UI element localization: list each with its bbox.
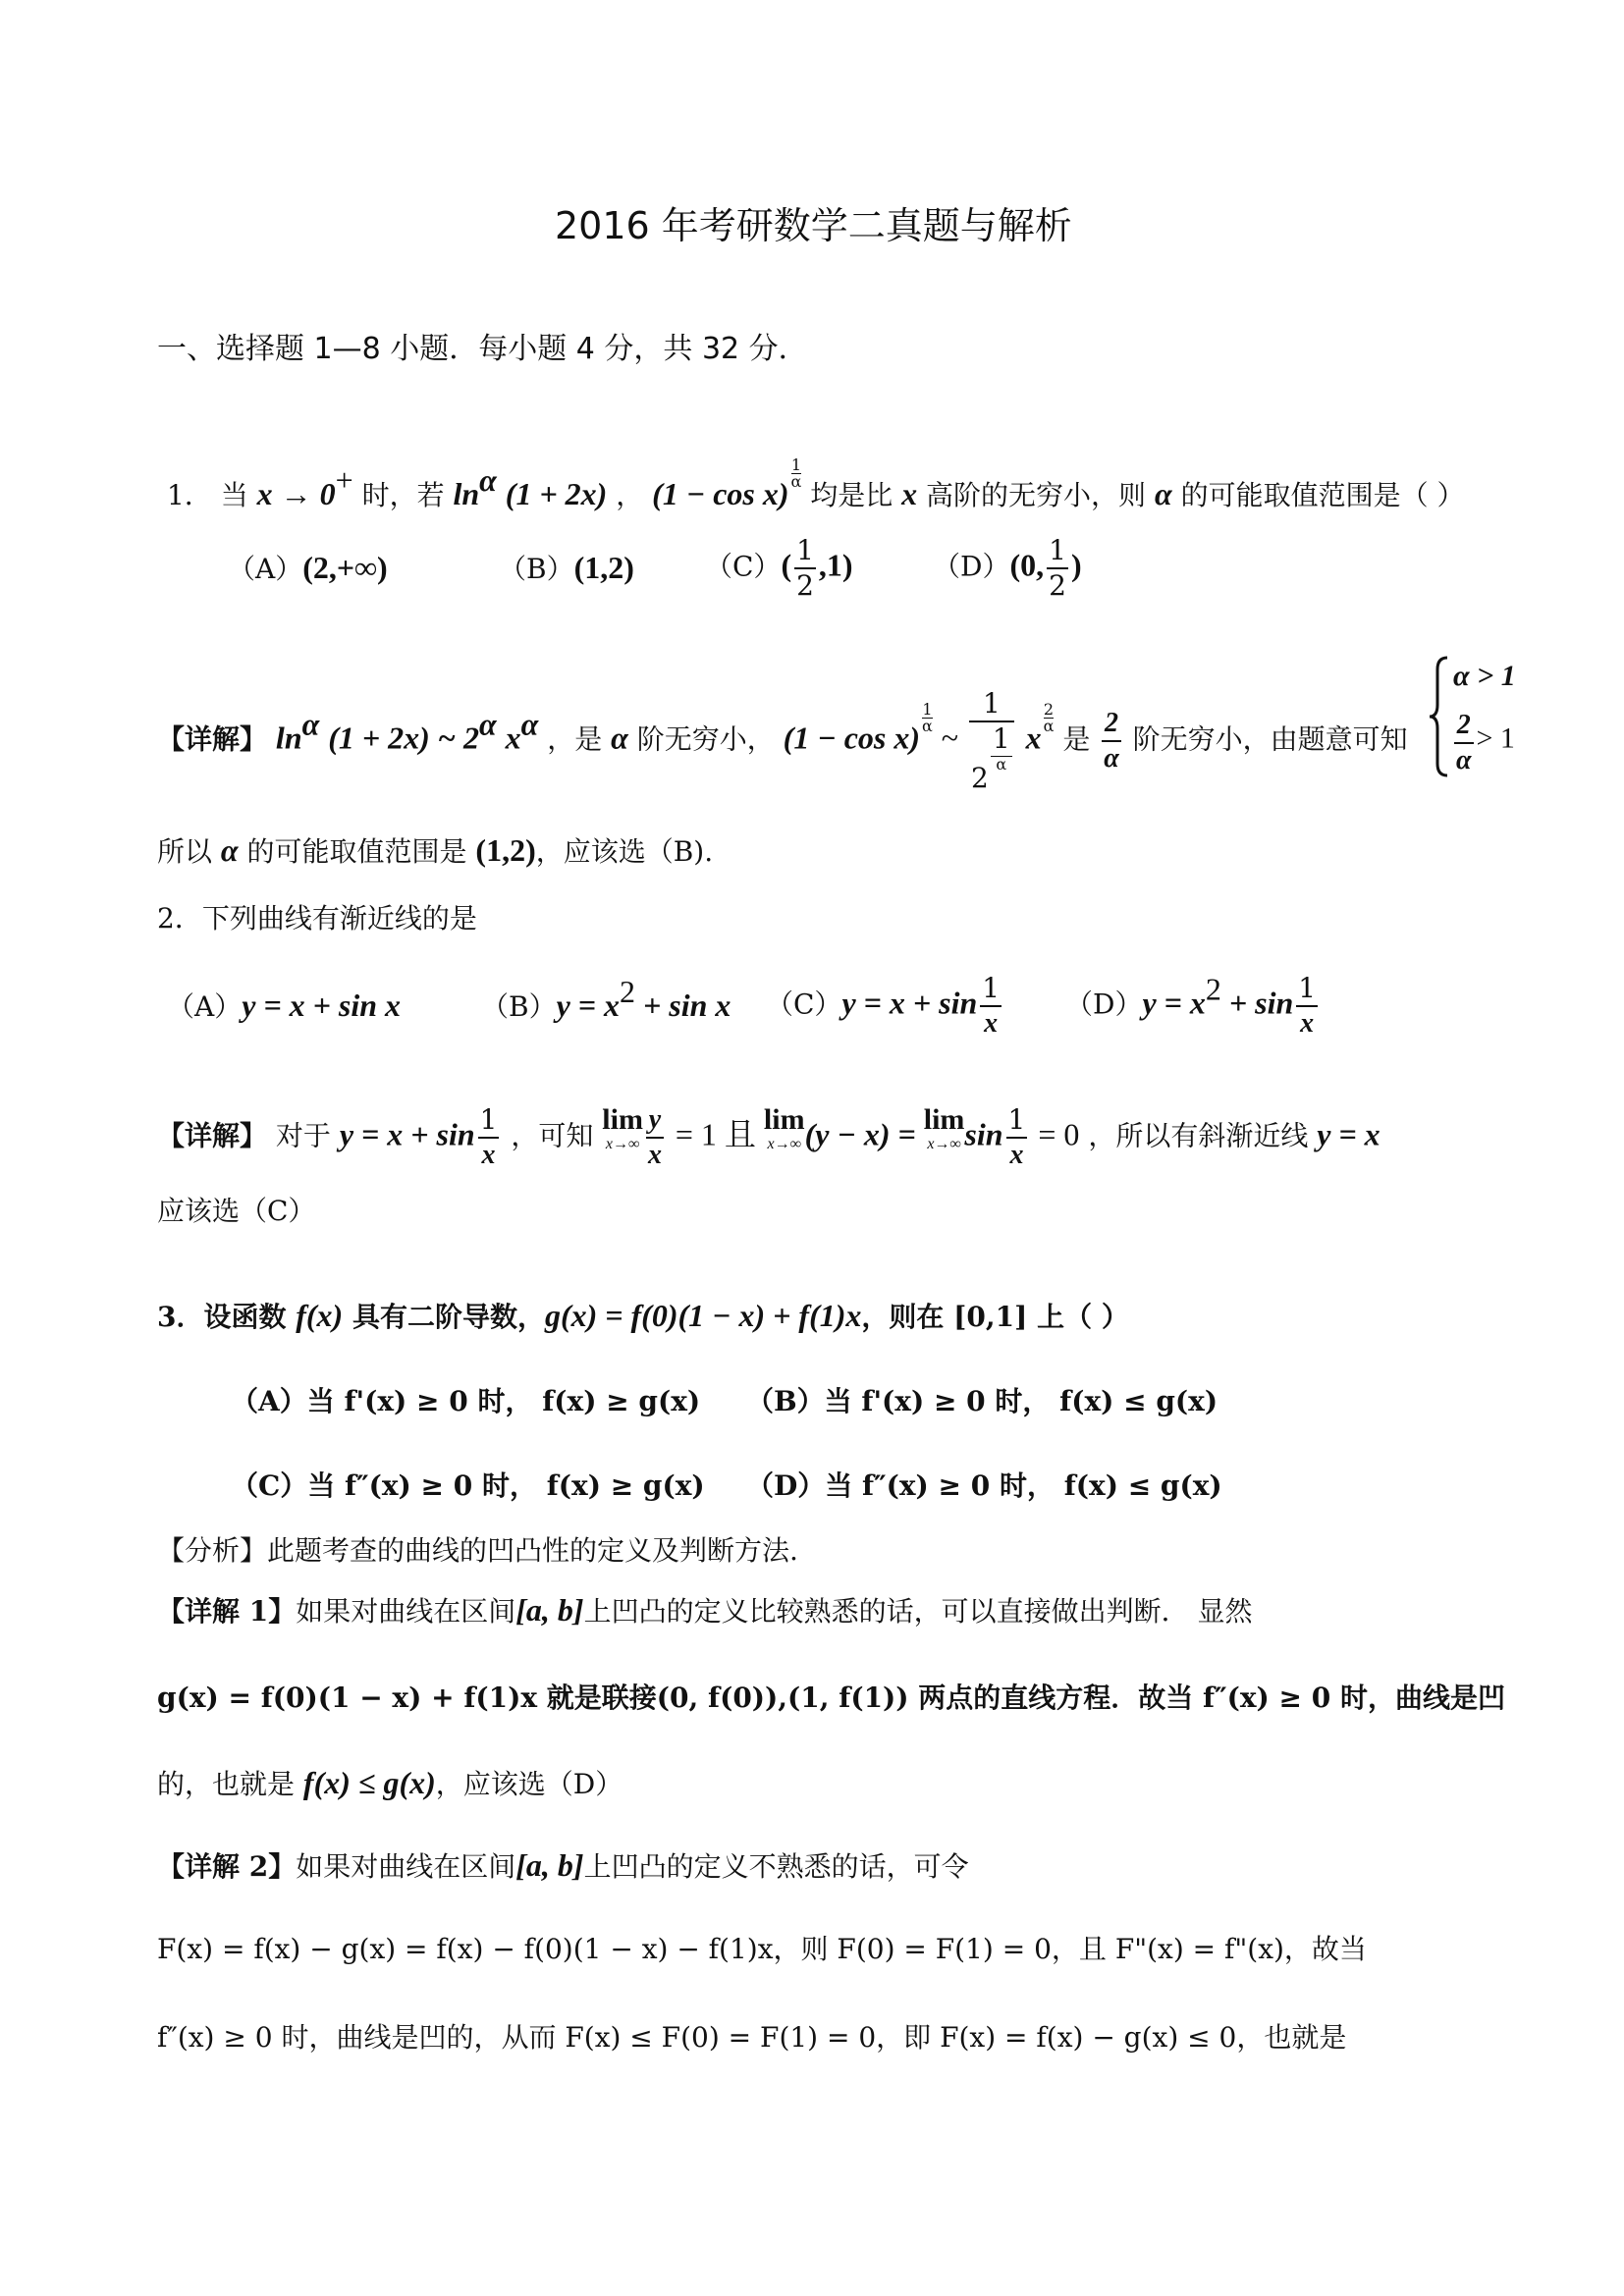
q2-option-c [766,972,1004,1041]
cases-brace [1428,656,1449,777]
question-2: 2．下列曲线有渐近线的是 [157,902,477,934]
q1-e-g-den: α [1104,743,1119,774]
q1-e-fraction-1 [969,687,1014,795]
case-2 [1451,709,1515,777]
q1-e-exp-den: α [922,716,933,735]
q1-explain-tag: 【详解】 [157,722,268,756]
q3-d2-text2: 上凹凸的定义不熟悉的话，可令 [583,1850,969,1883]
q1-e-cos-exponent [922,699,933,735]
q1-option-c-fraction [794,534,816,603]
q3-g: g(x) = f(0)(1 − x) + f(1)x [544,1298,862,1333]
q1-e-sim: ~ [941,720,967,756]
q2-option-c-den: x [984,1008,999,1039]
q3-d1-tag: 【详解 1】 [157,1595,297,1628]
q1-option-b-value: (1,2) [573,550,634,585]
q1-e-ln: ln [275,720,302,756]
q2-e-fraction-2 [1006,1103,1028,1172]
q1-e-x-sup: α [520,706,539,742]
q1-comma: ， [616,479,644,511]
q1-text: 时，若 [361,479,454,511]
q3-d2-interval: [a, b] [515,1847,584,1883]
q2-option-b [481,974,731,1027]
q2-e-lim-1-sub: x→∞ [605,1136,640,1152]
q2-option-b-label: （B） [481,990,557,1023]
q2-e-f1-den: x [481,1140,496,1170]
q2-option-d-p1: y = x [1142,985,1206,1021]
q1-e-x2: x [1025,720,1042,756]
q1-cos-exponent [791,457,802,490]
q1-e-f-num: 1 [969,687,1014,722]
q1-c-text3: ，应该选（B). [535,835,714,868]
q1-exp-num: 1 [790,455,802,474]
q1-option-a [228,548,388,589]
q2-e-lim-3 [924,1103,965,1152]
q1-e-ln-sup: α [301,706,320,742]
q3-detail-2 [157,1845,969,1887]
q1-e-fraction-2 [1102,707,1121,775]
q2-e-text3: = 1 且 [675,1116,764,1152]
q2-e-f1-num: 1 [478,1103,500,1139]
q1-e-text1: ，是 [547,722,612,756]
q1-cos-expr: (1 − cos x) [652,476,789,511]
q2-explain-tag: 【详解】 [157,1119,268,1152]
q1-alpha: α [1154,476,1172,511]
q1-option-c-num: 1 [794,534,816,569]
q1-ln: ln [453,476,480,511]
q1-c-text1: 所以 [157,835,221,868]
q1-x: x [901,476,918,511]
q3-d1-interval: [a, b] [515,1592,584,1628]
q2-e-lim-1 [602,1103,643,1152]
q3-detail-2-line2: F(x) = f(x) − g(x) = f(x) − f(0)(1 − x) − f(1)x，则 F(0) = F(1) = 0，且 F"(x) = f"(x)，故当 [157,1933,1367,1965]
q1-c-text2: 的可能取值范围是 [238,835,476,868]
q3-d1-text1: 如果对曲线在区间 [296,1595,516,1628]
page-title: 2016 年考研数学二真题与解析 [555,204,1072,247]
q1-option-b-label: （B） [499,553,574,585]
q2-e-curve: y = x + sin [339,1116,475,1152]
q2-option-d-num: 1 [1296,972,1318,1007]
q1-e-exp-num: 1 [922,699,933,719]
q3-detail-2-line3: f″(x) ≥ 0 时，曲线是凹的，从而 F(x) ≤ F(0) = F(1) = 0，即 F(x) = f(x) − g(x) ≤ 0，也就是 [157,2021,1347,2054]
q1-option-d-p1: (0, [1009,547,1045,583]
q3-d1-l3-text2: ，应该选（D） [435,1768,623,1800]
q2-e-fraction-1 [478,1103,500,1172]
q1-option-d [933,534,1082,603]
q1-e-text3: 是 [1062,722,1100,756]
q3-d2-text1: 如果对曲线在区间 [296,1850,516,1883]
q2-option-c-value: y = x + sin [841,985,978,1021]
q2-e-asymptote: y = x [1317,1116,1380,1152]
q3-d1-text2: 上凹凸的定义比较熟悉的话，可以直接做出判断． 显然 [583,1595,1253,1628]
q3-detail-1 [157,1590,1252,1631]
q3-d2-tag: 【详解 2】 [157,1850,297,1883]
q2-option-a [167,986,401,1027]
q2-option-d-sup: 2 [1205,971,1221,1007]
q1-option-a-label: （A） [228,553,303,585]
q2-e-lim-3-word: lim [923,1103,965,1136]
q1-conclusion [157,830,713,872]
q1-option-d-p2: ) [1070,547,1082,583]
q3-d1-l3-ineq: f(x) ≤ g(x) [302,1765,436,1800]
q1-option-c [705,534,853,603]
q1-e-equiv: (1 + 2x) ~ 2 [328,720,479,756]
q1-e-x2-exponent [1043,699,1055,735]
q2-e-f2-num: 1 [1006,1103,1028,1139]
q1-ln-arg: (1 + 2x) [505,476,608,511]
q1-option-c-p2: ,1) [818,547,853,583]
q2-option-b-p2: + sin x [635,988,731,1023]
q2-option-d-den: x [1300,1008,1315,1039]
q1-text3: 高阶的无穷小，则 [926,479,1155,511]
case-1: α > 1 [1453,660,1516,692]
case-2-rel: > 1 [1476,721,1515,755]
q3-text2: 具有二阶导数， [343,1301,545,1333]
q1-e-x: x [505,720,521,756]
q1-option-c-den: 2 [796,569,814,602]
question-3 [157,1296,1129,1337]
q2-option-b-sup: 2 [620,974,636,1009]
q2-e-fraction-yx [646,1103,664,1172]
section-heading: 一、选择题 1—8 小题．每小题 4 分，共 32 分． [157,332,808,366]
q1-option-c-label: （C） [705,550,782,583]
q2-explanation [157,1103,1380,1172]
q2-option-c-num: 1 [980,972,1001,1007]
q2-option-a-label: （A） [167,990,243,1023]
q2-e-sin: sin [964,1116,1003,1152]
case-2-fraction [1454,709,1474,777]
q1-e-cos: (1 − cos x) [783,720,921,756]
q2-e-yx-num: y [646,1103,664,1139]
q1-e-alpha: α [611,720,628,756]
q3-detail-1-line2: g(x) = f(0)(1 − x) + f(1)x 就是联接(0, f(0)),(1, f(1)) 两点的直线方程．故当 f″(x) ≥ 0 时，曲线是凹 [157,1682,1505,1714]
q1-text2: 均是比 [810,479,902,511]
q2-e-lim-3-sub: x→∞ [927,1136,961,1152]
q1-c-alpha: α [220,832,239,868]
case-2-den: α [1456,745,1472,775]
q1-e-x2-exp-den: α [1043,716,1055,735]
q1-c-range: (1,2) [475,832,536,868]
q3-f: f(x) [296,1298,344,1333]
q3-text3: ，则在 [0,1] 上（ ） [861,1301,1129,1333]
q2-e-lim-1-word: lim [602,1103,643,1136]
q2-e-expr: (y − x) = [804,1116,924,1152]
q2-option-d-fraction [1296,972,1318,1041]
q3-detail-1-line3 [157,1763,623,1804]
q1-e-f-den [969,722,1014,795]
q3-option-d: （D）当 f″(x) ≥ 0 时， f(x) ≤ g(x) [746,1469,1222,1502]
q1-e-f-den-base: 2 [971,762,989,794]
q2-option-d-label: （D） [1065,988,1143,1021]
q1-option-d-den: 2 [1049,569,1066,602]
q1-limit: x → 0 [256,476,336,511]
q1-option-d-num: 1 [1047,534,1068,569]
q1-e-g-num: 2 [1102,707,1121,742]
q2-e-text2: ，可知 [511,1119,603,1152]
q1-e-text4: 阶无穷小，由题意可知 [1132,722,1408,756]
q3-option-b: （B）当 f'(x) ≥ 0 时， f(x) ≤ g(x) [746,1385,1218,1417]
q1-option-a-value: (2,+∞) [302,550,388,585]
case-2-num: 2 [1454,709,1474,744]
q1-text4: 的可能取值范围是（ ） [1180,479,1465,511]
q3-d1-l3-text1: 的，也就是 [157,1768,303,1800]
q1-e-f-den-exponent [991,722,1012,773]
q1-option-c-p1: ( [781,547,792,583]
q1-e-f-den-exp-den: α [996,755,1007,774]
q3-option-a: （A）当 f'(x) ≥ 0 时， f(x) ≥ g(x) [231,1385,701,1417]
q3-option-c: （C）当 f″(x) ≥ 0 时， f(x) ≥ g(x) [231,1469,705,1502]
q2-answer: 应该选（C） [157,1195,316,1227]
q2-e-yx-den: x [647,1140,662,1170]
q2-option-b-p1: y = x [556,988,621,1023]
q1-number: 1． 当 [167,479,248,511]
q1-option-d-label: （D） [933,550,1010,583]
q2-option-d-p2: + sin [1220,985,1294,1021]
question-1 [167,457,1464,515]
q3-text1: 3．设函数 [157,1301,297,1333]
q1-e-x2-exp-num: 2 [1043,699,1055,719]
q2-option-d [1065,972,1321,1041]
q1-option-d-fraction [1047,534,1068,603]
q2-option-c-label: （C） [766,988,842,1021]
q1-explanation [157,687,1408,795]
q2-e-lim-2-sub: x→∞ [767,1136,802,1152]
q1-ln-sup: α [479,462,497,498]
q3-analysis: 【分析】此题考查的曲线的凹凸性的定义及判断方法. [157,1534,798,1567]
q1-e-2-sup: α [479,706,497,742]
q1-e-text2: 阶无穷小， [636,722,775,756]
q2-e-text1: 对于 [275,1119,340,1152]
q2-option-a-value: y = x + sin x [242,988,402,1023]
q1-limit-sup: + [335,462,353,498]
q2-e-lim-2-word: lim [763,1103,805,1136]
q2-option-c-fraction [980,972,1001,1041]
q2-e-f2-den: x [1009,1140,1024,1170]
q2-e-zero: = 0 [1030,1116,1080,1152]
q1-option-b [499,548,634,589]
q1-exp-den: α [790,472,802,491]
q1-e-f-den-exp-num: 1 [992,722,1010,755]
q2-e-lim-2 [764,1103,805,1152]
q2-e-text4: ，所以有斜渐近线 [1088,1119,1318,1152]
